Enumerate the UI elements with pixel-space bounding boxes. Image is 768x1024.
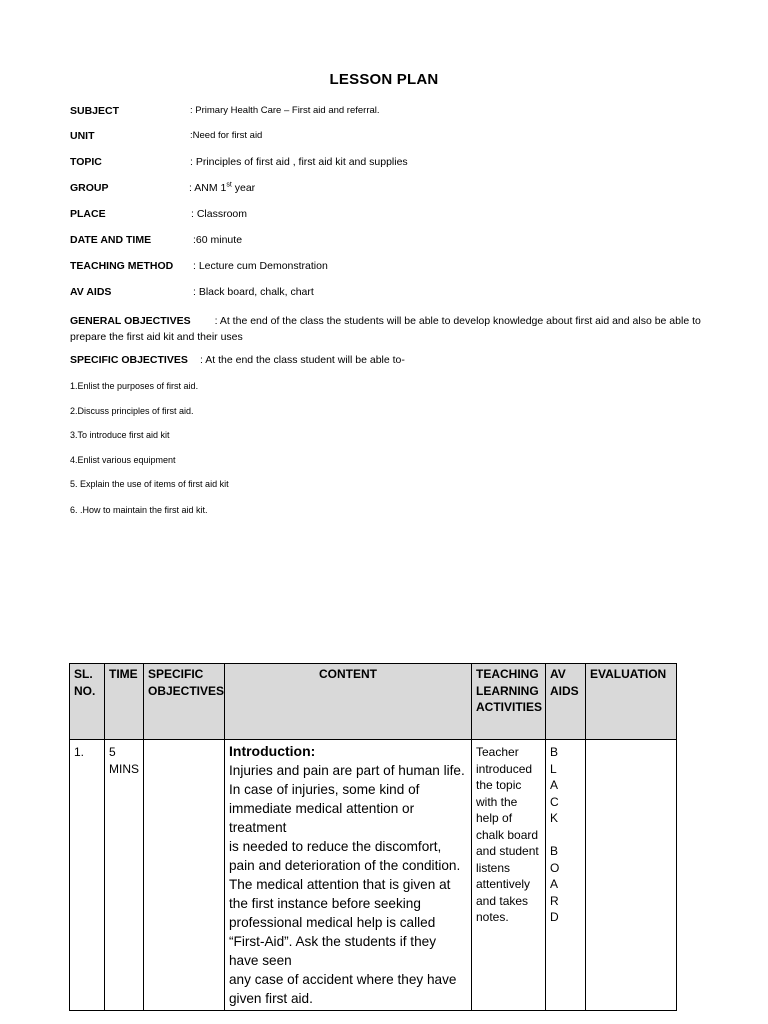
av-letter: C bbox=[550, 794, 559, 809]
cell-specific-objective bbox=[144, 740, 225, 1011]
meta-label: TOPIC bbox=[70, 156, 102, 168]
cell-content bbox=[225, 740, 472, 1011]
header-content: CONTENT bbox=[225, 664, 472, 740]
av-letter: B bbox=[550, 844, 559, 858]
cell-activities: Teacher introduced the topic with the help of chalk board and student listens attentively and takes notes. bbox=[472, 740, 546, 1011]
meta-value: : Principles of first aid , first aid kit and supplies bbox=[190, 156, 408, 168]
objective-item: 4.Enlist various equipment bbox=[70, 455, 176, 465]
meta-value: :Need for first aid bbox=[190, 130, 263, 141]
meta-label: TEACHING METHOD bbox=[70, 260, 174, 272]
cell-evaluation bbox=[586, 740, 677, 1011]
general-objectives-text: : At the end of the class the students will be able to develop knowledge about first aid and also be able to prepare the first aid kit and their uses bbox=[70, 315, 701, 343]
group-value-suffix: year bbox=[231, 182, 256, 194]
meta-value: :60 minute bbox=[193, 234, 243, 246]
content-paragraph: the first instance before seeking professional medical help is called “First-Aid”. Ask the students if they have seen bbox=[229, 896, 436, 968]
header-av-aids: AV AIDS bbox=[546, 664, 586, 740]
header-evaluation: EVALUATION bbox=[586, 664, 677, 740]
av-letter: A bbox=[550, 877, 559, 891]
meta-label: GROUP bbox=[70, 182, 109, 194]
cell-sl-no: 1. bbox=[70, 740, 105, 1011]
content-heading: Introduction: bbox=[229, 743, 316, 759]
table-header-row bbox=[70, 664, 677, 740]
meta-value: : Lecture cum Demonstration bbox=[193, 260, 328, 272]
av-letter: D bbox=[550, 910, 559, 924]
lesson-plan-table bbox=[69, 663, 677, 1011]
objective-item: 2.Discuss principles of first aid. bbox=[70, 406, 194, 416]
table-row bbox=[70, 740, 677, 1011]
av-letter: R bbox=[550, 893, 559, 908]
objective-item: 3.To introduce first aid kit bbox=[70, 430, 170, 440]
header-time: TIME bbox=[105, 664, 144, 740]
specific-objectives-label: SPECIFIC OBJECTIVES bbox=[70, 354, 188, 366]
meta-label: SUBJECT bbox=[70, 105, 120, 117]
general-objectives-label: GENERAL OBJECTIVES bbox=[70, 315, 191, 327]
content-paragraph: is needed to reduce the discomfort, pain and deterioration of the condition. The medical attention that is given at bbox=[229, 839, 461, 892]
objective-item: 1.Enlist the purposes of first aid. bbox=[70, 381, 199, 391]
objective-item: 5. Explain the use of items of first aid kit bbox=[70, 479, 229, 489]
group-value: : ANM 1 bbox=[189, 182, 227, 194]
specific-objectives-text: : At the end the class student will be able to- bbox=[200, 354, 405, 366]
meta-value: : Classroom bbox=[191, 208, 248, 220]
general-objectives bbox=[70, 313, 710, 345]
av-letter: L bbox=[550, 761, 557, 776]
header-specific-objectives: SPECIFIC OBJECTIVES bbox=[144, 664, 225, 740]
meta-label: AV AIDS bbox=[70, 286, 112, 298]
content-paragraph: Injuries and pain are part of human life. In case of injuries, some kind of immediate medical attention or treatment bbox=[229, 763, 465, 835]
header-teaching-learning-activities: TEACHING LEARNING ACTIVITIES bbox=[472, 664, 546, 740]
meta-label: DATE AND TIME bbox=[70, 234, 152, 246]
av-letter: B bbox=[550, 745, 559, 759]
cell-av-aids bbox=[546, 740, 586, 1011]
av-letter: A bbox=[550, 778, 559, 792]
cell-time: 5 MINS bbox=[105, 740, 144, 1011]
meta-value bbox=[189, 182, 255, 194]
av-letter-gap bbox=[550, 827, 581, 844]
av-letter: O bbox=[550, 860, 560, 875]
av-letter: K bbox=[550, 811, 559, 825]
objective-item: 6. .How to maintain the first aid kit. bbox=[70, 505, 208, 515]
meta-label: UNIT bbox=[70, 130, 95, 142]
page-title: LESSON PLAN bbox=[329, 71, 439, 88]
ordinal-suffix: st bbox=[226, 181, 232, 189]
header-sl-no: SL. NO. bbox=[70, 664, 105, 740]
meta-label: PLACE bbox=[70, 208, 106, 220]
meta-value: : Black board, chalk, chart bbox=[193, 286, 314, 298]
meta-value: : Primary Health Care – First aid and referral. bbox=[190, 105, 380, 116]
content-paragraph: any case of accident where they have given first aid. bbox=[229, 972, 457, 1006]
